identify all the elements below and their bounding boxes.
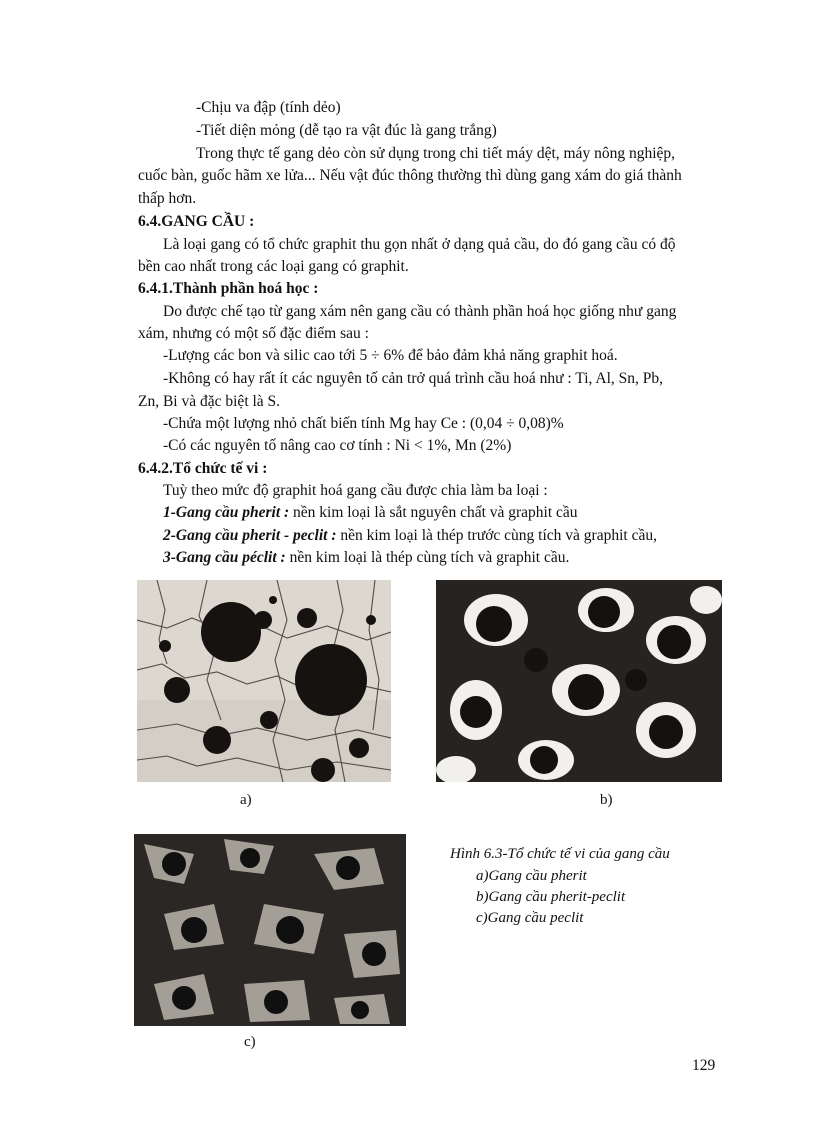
text-line: bền cao nhất trong các loại gang có graphit. [138, 258, 409, 275]
text-line: -Có các nguyên tố nâng cao cơ tính : Ni < 1%, Mn (2%) [163, 437, 512, 454]
micrograph-a [137, 580, 391, 782]
section-heading-6-4: 6.4.GANG CẦU : [138, 213, 255, 230]
list-item-term: 2-Gang cầu pherit - peclit : [163, 527, 337, 544]
text-line: Tuỳ theo mức độ graphit hoá gang cầu được chia làm ba loại : [163, 482, 548, 499]
text-line: -Không có hay rất ít các nguyên tố cản trở quá trình cầu hoá như : Ti, Al, Sn, Pb, [163, 370, 664, 387]
list-item [163, 526, 657, 546]
text-line: Do được chế tạo từ gang xám nên gang cầu có thành phần hoá học giống như gang [163, 303, 677, 320]
text-line: -Lượng các bon và silic cao tới 5 ÷ 6% để bảo đảm khả năng graphit hoá. [163, 347, 618, 364]
figure-subcaption-b: b)Gang cầu pherit-peclit [476, 889, 626, 905]
text-line: cuốc bàn, guốc hãm xe lửa... Nếu vật đúc thông thường thì dùng gang xám do giá thành [138, 167, 682, 184]
section-heading-6-4-2: 6.4.2.Tổ chức tế vi : [138, 460, 268, 477]
figure-label-a: a) [240, 792, 252, 808]
text-line: xám, nhưng có một số đặc điểm sau : [138, 325, 369, 342]
text-line: Zn, Bi và đặc biệt là S. [138, 393, 281, 410]
text-line: thấp hơn. [138, 190, 197, 207]
figure-subcaption-c: c)Gang cầu peclit [476, 910, 584, 926]
list-item [163, 548, 569, 568]
text-line: Là loại gang có tổ chức graphit thu gọn nhất ở dạng quả cầu, do đó gang cầu có độ [163, 236, 676, 253]
list-item-text: nền kim loại là thép cùng tích và graphit cầu. [285, 549, 570, 566]
list-item-text: nền kim loại là sắt nguyên chất và graphit cầu [289, 504, 578, 521]
text-line: -Tiết diện mỏng (dễ tạo ra vật đúc là gang trắng) [196, 122, 497, 139]
figure-subcaption-a: a)Gang cầu pherit [476, 868, 587, 884]
figure-caption: Hình 6.3-Tổ chức tế vi của gang cầu [450, 846, 670, 862]
figure-label-c: c) [244, 1034, 256, 1050]
text-line: -Chứa một lượng nhỏ chất biến tính Mg hay Ce : (0,04 ÷ 0,08)% [163, 415, 564, 432]
figure-label-b: b) [600, 792, 613, 808]
text-line: -Chịu va đập (tính dẻo) [196, 99, 341, 116]
section-heading-6-4-1: 6.4.1.Thành phần hoá học : [138, 280, 319, 297]
text-line: Trong thực tế gang dẻo còn sử dụng trong chi tiết máy dệt, máy nông nghiệp, [196, 145, 676, 162]
list-item-term: 3-Gang cầu péclit : [163, 549, 286, 566]
list-item [163, 503, 578, 523]
list-item-term: 1-Gang cầu pherit : [163, 504, 290, 521]
list-item-text: nền kim loại là thép trước cùng tích và graphit cầu, [336, 527, 657, 544]
micrograph-b [436, 580, 722, 782]
micrograph-c [134, 834, 406, 1026]
page-number: 129 [692, 1057, 716, 1074]
